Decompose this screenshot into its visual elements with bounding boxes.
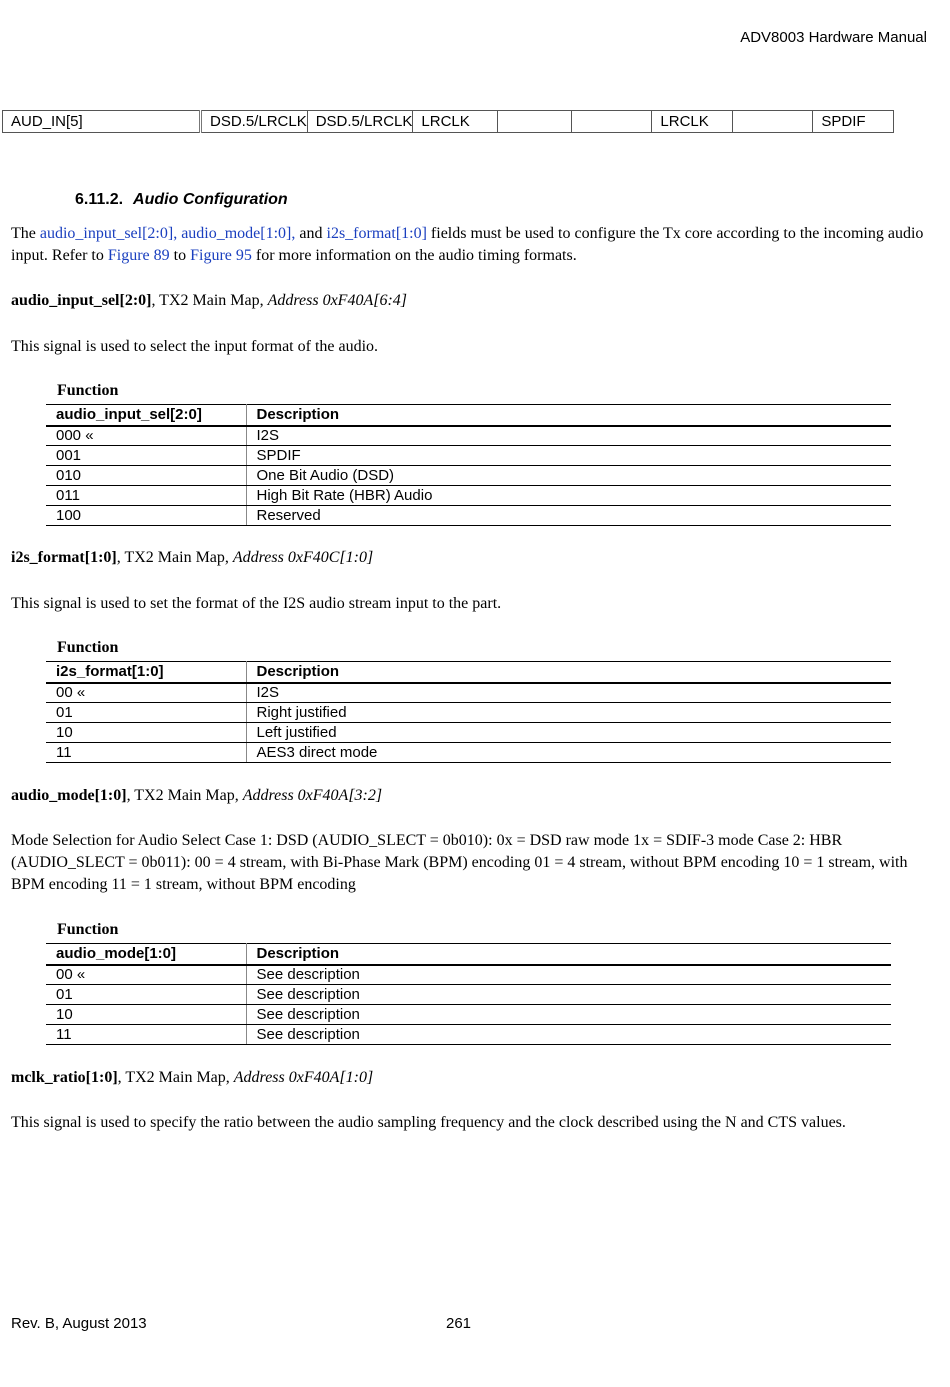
table-cell: Reserved: [246, 506, 891, 526]
intro-text: and: [295, 225, 327, 242]
section-title: Audio Configuration: [133, 191, 288, 208]
section-number: 6.11.2.: [75, 191, 124, 208]
table-cell: See description: [246, 965, 891, 985]
intro-text: for more information on the audio timing formats.: [251, 247, 577, 264]
table-cell: I2S: [246, 426, 891, 446]
table-cell: 10: [46, 723, 246, 743]
field-name: mclk_ratio: [11, 1069, 86, 1086]
table-row: [46, 466, 891, 486]
intro-text: to: [169, 247, 191, 264]
column-header: audio_mode[1:0]: [46, 944, 246, 965]
function-label: Function: [57, 382, 119, 399]
table-cell: One Bit Audio (DSD): [246, 466, 891, 486]
table-row: [46, 965, 891, 985]
field-heading-audio-mode: [11, 785, 929, 807]
table-cell: 001: [46, 446, 246, 466]
link-i2s-format[interactable]: i2s_format[1:0]: [326, 225, 427, 242]
footer-page-number: 261: [446, 1315, 472, 1332]
table-cell: 01: [46, 985, 246, 1005]
table-cell: High Bit Rate (HBR) Audio: [246, 486, 891, 506]
table-row: [3, 111, 894, 133]
table-row: [46, 426, 891, 446]
field-heading-i2s-format: [11, 547, 929, 569]
field-range: [1:0]: [94, 787, 127, 804]
table-cell: 000 «: [46, 426, 246, 446]
table-cell: Right justified: [246, 703, 891, 723]
field-name: i2s_format: [11, 549, 85, 566]
intro-text: fields must be used to configure the Tx core according to the incoming audio input. Refer to: [11, 225, 924, 264]
field-description: This signal is used to select the input format of the audio.: [11, 338, 379, 355]
footer-revision: Rev. B, August 2013: [11, 1315, 147, 1332]
table-cell: 011: [46, 486, 246, 506]
field-description: This signal is used to set the format of the I2S audio stream input to the part.: [11, 595, 502, 612]
field-heading-mclk-ratio: [11, 1067, 929, 1089]
table-cell: SPDIF: [246, 446, 891, 466]
field-address: Address 0xF40C[1:0]: [232, 549, 374, 566]
table-cell: See description: [246, 1025, 891, 1045]
field-range: [1:0]: [85, 1069, 118, 1086]
column-header: audio_input_sel[2:0]: [46, 405, 246, 426]
table-cell: 100: [46, 506, 246, 526]
table-row: [46, 1005, 891, 1025]
table-row: [46, 723, 891, 743]
table-row: [46, 985, 891, 1005]
field-map: , TX2 Main Map,: [151, 292, 268, 309]
table-row: [46, 683, 891, 703]
field-heading-audio-input-sel: [11, 290, 929, 312]
field-address: Address 0xF40A[6:4]: [267, 292, 407, 309]
table-header-row: [46, 405, 891, 426]
table-cell: 11: [46, 743, 246, 763]
table-cell: [572, 111, 652, 133]
table-cell: Left justified: [246, 723, 891, 743]
table-cell: LRCLK: [413, 111, 498, 133]
table-cell: 11: [46, 1025, 246, 1045]
table-row: [46, 506, 891, 526]
field-map: , TX2 Main Map,: [116, 549, 233, 566]
table-cell: 00 «: [46, 965, 246, 985]
table-header-row: [46, 662, 891, 683]
field-range: [1:0]: [84, 549, 117, 566]
table-cell: I2S: [246, 683, 891, 703]
field-description: This signal is used to specify the ratio between the audio sampling frequency and the clock described using the N and CTS values.: [11, 1114, 846, 1131]
column-header: Description: [246, 405, 891, 426]
field-name: audio_mode: [11, 787, 95, 804]
audio-pin-table-continuation: [2, 110, 894, 133]
table-cell: See description: [246, 1005, 891, 1025]
function-label: Function: [57, 921, 119, 938]
table-cell: [733, 111, 813, 133]
intro-paragraph: [11, 223, 929, 267]
table-cell: DSD.5/LRCLK: [201, 111, 308, 133]
function-table-audio-mode: [46, 943, 891, 1045]
table-row: [46, 703, 891, 723]
table-cell: DSD.5/LRCLK: [307, 111, 413, 133]
field-address: Address 0xF40A[3:2]: [242, 787, 383, 804]
table-row: [46, 743, 891, 763]
link-figure-95[interactable]: Figure 95: [190, 247, 252, 264]
link-figure-89[interactable]: Figure 89: [107, 247, 170, 264]
table-cell: 01: [46, 703, 246, 723]
table-header-row: [46, 944, 891, 965]
table-cell: SPDIF: [813, 111, 894, 133]
column-header: Description: [246, 944, 891, 965]
table-cell: See description: [246, 985, 891, 1005]
function-label: Function: [57, 639, 119, 656]
link-audio-input-sel[interactable]: audio_input_sel[2:0],: [39, 225, 178, 242]
link-audio-mode[interactable]: audio_mode[1:0],: [181, 225, 296, 242]
table-cell: LRCLK: [652, 111, 733, 133]
table-cell: AUD_IN[5]: [3, 111, 201, 133]
table-row: [46, 486, 891, 506]
section-heading: [75, 191, 288, 209]
function-table-audio-input-sel: [46, 404, 891, 526]
table-cell: AES3 direct mode: [246, 743, 891, 763]
field-map: , TX2 Main Map,: [126, 787, 243, 804]
page-header-title: ADV8003 Hardware Manual: [740, 29, 927, 46]
table-cell: 00 «: [46, 683, 246, 703]
field-range: [2:0]: [119, 292, 152, 309]
field-map: , TX2 Main Map,: [117, 1069, 234, 1086]
table-cell: 010: [46, 466, 246, 486]
field-description: Mode Selection for Audio Select Case 1: DSD (AUDIO_SLECT = 0b010): 0x = DSD raw mode 1x = SDIF-3 mode Case 2: HBR (AUDIO_SLECT = 0b011): 00 = 4 stream, with Bi-Phase Mark (BPM) encoding 01 = 4 stream, without BPM encoding 10 = 1 stream, with BPM encoding 11 = 1 stream, without BPM encoding: [11, 832, 908, 893]
function-table-i2s-format: [46, 661, 891, 763]
table-row: [46, 1025, 891, 1045]
column-header: i2s_format[1:0]: [46, 662, 246, 683]
table-cell: [498, 111, 572, 133]
table-row: [46, 446, 891, 466]
field-name: audio_input_sel: [11, 292, 120, 309]
intro-text: The: [11, 225, 40, 242]
table-cell: 10: [46, 1005, 246, 1025]
column-header: Description: [246, 662, 891, 683]
field-address: Address 0xF40A[1:0]: [233, 1069, 374, 1086]
